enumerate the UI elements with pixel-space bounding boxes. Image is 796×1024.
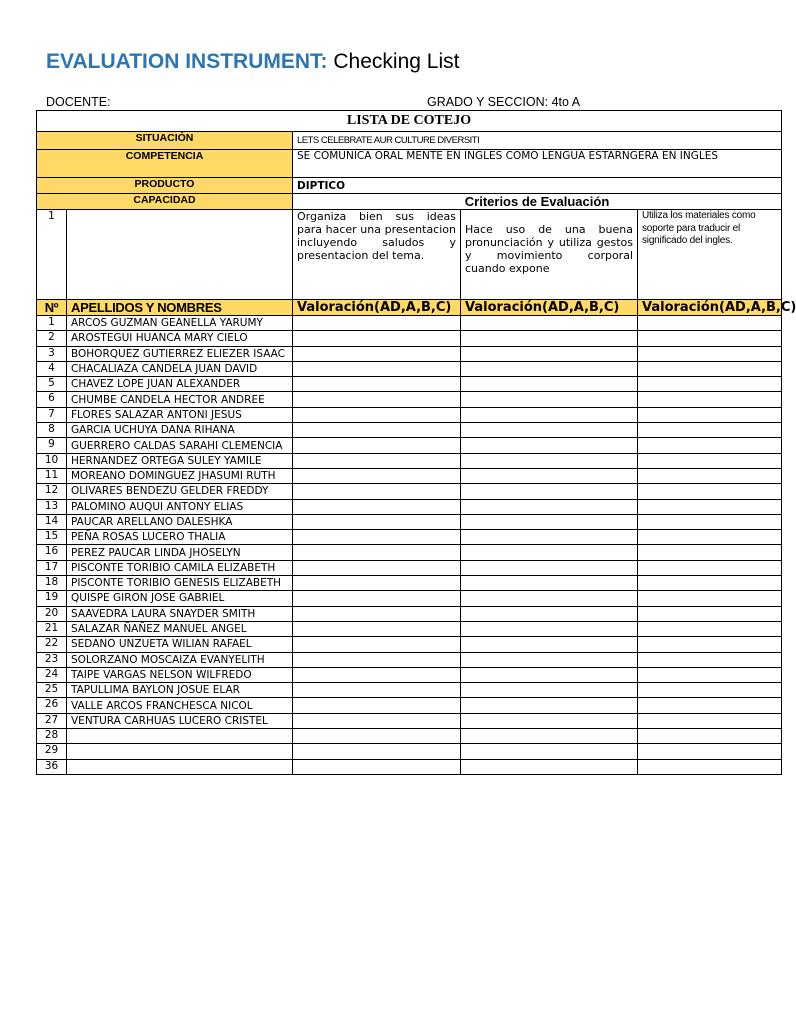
valoracion-cell-1[interactable] [293,637,461,652]
table-row [37,316,782,331]
valoracion-cell-1[interactable] [293,698,461,713]
row-number: 11 [37,468,67,483]
col-header-valoracion-3: Valoración(AD,A,B,C) [638,300,782,316]
student-name: PEREZ PAUCAR LINDA JHOSELYN [67,545,293,560]
valoracion-cell-1[interactable] [293,530,461,545]
valoracion-cell-3[interactable] [638,545,782,560]
student-name: CHUMBE CANDELA HECTOR ANDREE [67,392,293,407]
criterios-label: Criterios de Evaluación [293,194,782,210]
row-number: 20 [37,606,67,621]
valoracion-cell-2[interactable] [461,591,638,606]
title-bold: EVALUATION INSTRUMENT: [46,50,328,73]
row-number: 13 [37,499,67,514]
row-number: 28 [37,729,67,744]
valoracion-cell-1[interactable] [293,423,461,438]
producto-label: PRODUCTO [37,178,293,194]
valoracion-cell-1[interactable] [293,621,461,636]
row-number: 17 [37,560,67,575]
capacidad-label: CAPACIDAD [37,194,293,210]
valoracion-cell-2[interactable] [461,484,638,499]
valoracion-cell-2[interactable] [461,438,638,453]
row-number: 19 [37,591,67,606]
student-name: PEÑA ROSAS LUCERO THALIA [67,530,293,545]
valoracion-cell-1[interactable] [293,453,461,468]
student-name: PAUCAR ARELLANO DALESHKA [67,514,293,529]
valoracion-cell-3[interactable] [638,499,782,514]
valoracion-cell-1[interactable] [293,468,461,483]
valoracion-cell-1[interactable] [293,560,461,575]
table-row [37,637,782,652]
valoracion-cell-1[interactable] [293,392,461,407]
valoracion-cell-3[interactable] [638,468,782,483]
valoracion-cell-3[interactable] [638,361,782,376]
valoracion-cell-3[interactable] [638,576,782,591]
table-row [37,744,782,759]
col-header-number: Nº [37,300,67,316]
valoracion-cell-2[interactable] [461,637,638,652]
student-name: CHAVEZ LOPE JUAN ALEXANDER [67,377,293,392]
table-row [37,484,782,499]
row-number: 4 [37,361,67,376]
valoracion-cell-2[interactable] [461,667,638,682]
student-name: PISCONTE TORIBIO CAMILA ELIZABETH [67,560,293,575]
table-row [37,530,782,545]
valoracion-cell-3[interactable] [638,637,782,652]
table-row [37,438,782,453]
table-row [37,560,782,575]
student-name [67,744,293,759]
valoracion-cell-2[interactable] [461,713,638,728]
student-name: SAAVEDRA LAURA SNAYDER SMITH [67,606,293,621]
table-row [37,545,782,560]
valoracion-cell-2[interactable] [461,423,638,438]
valoracion-cell-1[interactable] [293,713,461,728]
valoracion-cell-2[interactable] [461,576,638,591]
valoracion-cell-2[interactable] [461,499,638,514]
valoracion-cell-3[interactable] [638,759,782,774]
title-rest: Checking List [333,50,460,73]
table-row [37,468,782,483]
row-number: 25 [37,683,67,698]
valoracion-cell-1[interactable] [293,377,461,392]
valoracion-cell-2[interactable] [461,377,638,392]
student-name: HERNANDEZ ORTEGA SULEY YAMILE [67,453,293,468]
table-row [37,652,782,667]
table-row [37,377,782,392]
valoracion-cell-2[interactable] [461,545,638,560]
valoracion-cell-1[interactable] [293,652,461,667]
valoracion-cell-2[interactable] [461,698,638,713]
row-number: 12 [37,484,67,499]
valoracion-cell-1[interactable] [293,667,461,682]
table-row [37,407,782,422]
valoracion-cell-1[interactable] [293,346,461,361]
valoracion-cell-3[interactable] [638,407,782,422]
row-number: 7 [37,407,67,422]
col-header-valoracion-1: Valoración(AD,A,B,C) [293,300,461,316]
valoracion-cell-3[interactable] [638,484,782,499]
docente-label: DOCENTE: [46,95,111,109]
row-number: 2 [37,331,67,346]
student-name: FLORES SALAZAR ANTONI JESUS [67,407,293,422]
criteria-row-number: 1 [37,210,67,300]
row-number: 14 [37,514,67,529]
student-name: ARCOS GUZMAN GEANELLA YARUMY [67,316,293,331]
valoracion-cell-2[interactable] [461,530,638,545]
valoracion-cell-2[interactable] [461,560,638,575]
valoracion-cell-1[interactable] [293,744,461,759]
valoracion-cell-1[interactable] [293,316,461,331]
competencia-label: COMPETENCIA [37,150,293,178]
valoracion-cell-3[interactable] [638,530,782,545]
valoracion-cell-3[interactable] [638,438,782,453]
student-name: AROSTEGUI HUANCA MARY CIELO [67,331,293,346]
valoracion-cell-3[interactable] [638,423,782,438]
valoracion-cell-2[interactable] [461,606,638,621]
situacion-value: LETS CELEBRATE AUR CULTURE DIVERSITI [293,132,782,150]
row-number: 15 [37,530,67,545]
row-number: 23 [37,652,67,667]
student-name: VALLE ARCOS FRANCHESCA NICOL [67,698,293,713]
valoracion-cell-3[interactable] [638,316,782,331]
criteria-blank-cell [67,210,293,300]
table-row [37,606,782,621]
student-name: PALOMINO AUQUI ANTONY ELIAS [67,499,293,514]
student-name: SEDANO UNZUETA WILIAN RAFAEL [67,637,293,652]
student-name: GARCIA UCHUYA DANA RIHANA [67,423,293,438]
valoracion-cell-3[interactable] [638,683,782,698]
valoracion-cell-2[interactable] [461,652,638,667]
table-row [37,621,782,636]
student-name: QUISPE GIRON JOSE GABRIEL [67,591,293,606]
row-number: 24 [37,667,67,682]
valoracion-cell-2[interactable] [461,392,638,407]
row-number: 1 [37,316,67,331]
valoracion-cell-3[interactable] [638,453,782,468]
student-name: TAPULLIMA BAYLON JOSUE ELAR [67,683,293,698]
table-row [37,514,782,529]
student-name: SOLORZANO MOSCAIZA EVANYELITH [67,652,293,667]
valoracion-cell-3[interactable] [638,377,782,392]
student-name: SALAZAR ÑAÑEZ MANUEL ANGEL [67,621,293,636]
valoracion-cell-1[interactable] [293,484,461,499]
row-number: 16 [37,545,67,560]
valoracion-cell-1[interactable] [293,331,461,346]
row-number: 18 [37,576,67,591]
valoracion-cell-2[interactable] [461,468,638,483]
checklist-table [36,110,796,775]
valoracion-cell-3[interactable] [638,713,782,728]
student-name: TAIPE VARGAS NELSON WILFREDO [67,667,293,682]
student-name: PISCONTE TORIBIO GENESIS ELIZABETH [67,576,293,591]
valoracion-cell-1[interactable] [293,545,461,560]
row-number: 6 [37,392,67,407]
grado-label: GRADO Y SECCION: 4to A [427,95,581,109]
valoracion-cell-2[interactable] [461,316,638,331]
table-row [37,331,782,346]
row-number: 10 [37,453,67,468]
row-number: 21 [37,621,67,636]
valoracion-cell-2[interactable] [461,729,638,744]
valoracion-cell-1[interactable] [293,591,461,606]
valoracion-cell-2[interactable] [461,759,638,774]
table-row [37,759,782,774]
col-header-names: APELLIDOS Y NOMBRES [67,300,293,316]
valoracion-cell-3[interactable] [638,514,782,529]
row-number: 5 [37,377,67,392]
table-row [37,713,782,728]
table-row [37,683,782,698]
valoracion-cell-1[interactable] [293,759,461,774]
valoracion-cell-1[interactable] [293,361,461,376]
table-row [37,591,782,606]
valoracion-cell-2[interactable] [461,453,638,468]
criterion-3: Utiliza los materiales como soporte para traducir el significado del ingles. [638,210,782,300]
document-title [46,50,459,74]
valoracion-cell-1[interactable] [293,499,461,514]
valoracion-cell-1[interactable] [293,438,461,453]
valoracion-cell-2[interactable] [461,346,638,361]
valoracion-cell-1[interactable] [293,407,461,422]
valoracion-cell-3[interactable] [638,729,782,744]
table-row [37,576,782,591]
row-number: 29 [37,744,67,759]
criterion-1: Organiza bien sus ideas para hacer una presentacion incluyendo saludos y presentacion del tema. [293,210,461,300]
student-name [67,759,293,774]
valoracion-cell-3[interactable] [638,346,782,361]
valoracion-cell-2[interactable] [461,407,638,422]
situacion-label: SITUACIÓN [37,132,293,150]
valoracion-cell-3[interactable] [638,621,782,636]
valoracion-cell-1[interactable] [293,606,461,621]
valoracion-cell-1[interactable] [293,514,461,529]
valoracion-cell-2[interactable] [461,361,638,376]
valoracion-cell-3[interactable] [638,560,782,575]
col-header-valoracion-2: Valoración(AD,A,B,C) [461,300,638,316]
valoracion-cell-2[interactable] [461,514,638,529]
valoracion-cell-1[interactable] [293,683,461,698]
row-number: 22 [37,637,67,652]
table-row [37,346,782,361]
criterion-2: Hace uso de una buena pronunciación y utiliza gestos y movimiento corporal cuando expone [461,210,638,300]
valoracion-cell-2[interactable] [461,683,638,698]
valoracion-cell-3[interactable] [638,667,782,682]
table-row [37,499,782,514]
row-number: 26 [37,698,67,713]
table-row [37,423,782,438]
producto-value: DIPTICO [293,178,782,194]
valoracion-cell-1[interactable] [293,576,461,591]
table-row [37,392,782,407]
valoracion-cell-3[interactable] [638,652,782,667]
valoracion-cell-2[interactable] [461,331,638,346]
row-number: 9 [37,438,67,453]
table-row [37,698,782,713]
valoracion-cell-3[interactable] [638,591,782,606]
row-number: 27 [37,713,67,728]
student-name: VENTURA CARHUAS LUCERO CRISTEL [67,713,293,728]
valoracion-cell-3[interactable] [638,744,782,759]
valoracion-cell-1[interactable] [293,729,461,744]
valoracion-cell-3[interactable] [638,698,782,713]
row-number: 36 [37,759,67,774]
student-name [67,729,293,744]
student-name: BOHORQUEZ GUTIERREZ ELIEZER ISAAC [67,346,293,361]
valoracion-cell-3[interactable] [638,606,782,621]
row-number: 3 [37,346,67,361]
student-name: MOREANO DOMINGUEZ JHASUMI RUTH [67,468,293,483]
valoracion-cell-3[interactable] [638,392,782,407]
lista-de-cotejo-title: LISTA DE COTEJO [37,111,782,132]
competencia-value: SE COMUNICA ORAL MENTE EN INGLES COMO LENGUA ESTARNGERA EN INGLES [293,150,782,178]
valoracion-cell-2[interactable] [461,744,638,759]
student-name: CHACALIAZA CANDELA JUAN DAVID [67,361,293,376]
table-row [37,667,782,682]
valoracion-cell-2[interactable] [461,621,638,636]
student-name: OLIVARES BENDEZU GELDER FREDDY [67,484,293,499]
student-name: GUERRERO CALDAS SARAHI CLEMENCIA [67,438,293,453]
table-row [37,361,782,376]
valoracion-cell-3[interactable] [638,331,782,346]
table-row [37,453,782,468]
table-row [37,729,782,744]
row-number: 8 [37,423,67,438]
